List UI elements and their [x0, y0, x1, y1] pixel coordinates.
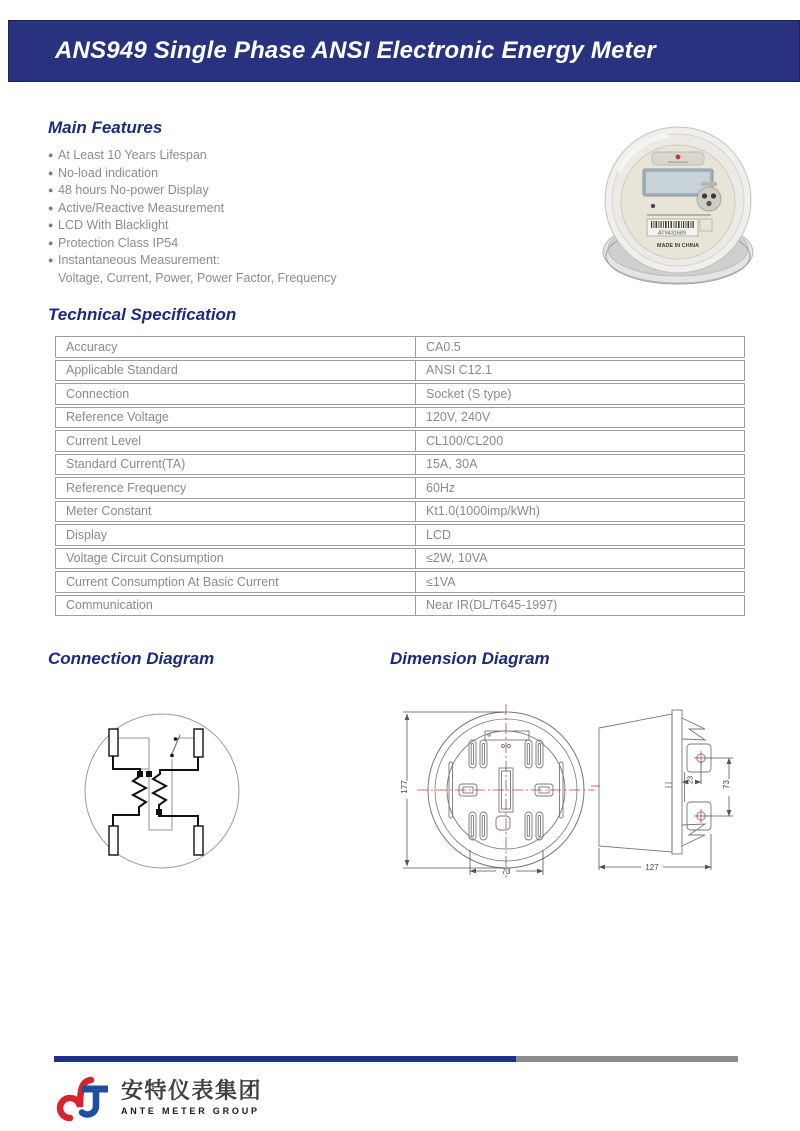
dim-label-tab-spacing: 73	[722, 780, 731, 789]
spec-row	[55, 524, 745, 546]
side-view	[591, 710, 733, 872]
spec-value: Socket (S type)	[426, 386, 512, 401]
barcode-number: AT9431689	[657, 230, 687, 237]
dim-label-depth: 127	[645, 863, 659, 872]
main-features-heading: Main Features	[48, 118, 163, 137]
spec-row	[55, 571, 745, 593]
spec-row	[55, 501, 745, 523]
spec-value: Near IR(DL/T645-1997)	[426, 598, 558, 613]
connection-diagram	[83, 712, 241, 870]
current-coils	[113, 756, 198, 826]
spec-parameter: Reference Frequency	[56, 478, 416, 498]
spec-table	[55, 336, 745, 618]
bullet-icon: ●	[48, 185, 54, 195]
spec-parameter: Applicable Standard	[56, 361, 416, 381]
meter-led	[651, 204, 655, 208]
dim-label-tab-offset: 23	[685, 775, 695, 785]
spec-parameter: Accuracy	[56, 337, 416, 357]
header-banner	[8, 20, 800, 82]
bullet-icon: ●	[48, 237, 54, 248]
switch-icon	[170, 735, 180, 757]
spec-value: ≤1VA	[426, 574, 456, 589]
spec-parameter: Current Level	[56, 431, 416, 451]
diagram-circle	[85, 714, 239, 868]
spec-value: CL100/CL200	[426, 433, 504, 448]
feature-item	[48, 165, 468, 183]
meter-brand-mark	[676, 155, 681, 160]
company-name-cn: 安特仪表集团	[121, 1078, 263, 1103]
logo-text	[121, 1074, 262, 1116]
dim-label-height: 177	[400, 780, 409, 794]
bullet-icon: ●	[48, 255, 54, 265]
origin-text: MADE IN CHINA	[656, 243, 700, 249]
spec-value: ≤2W, 10VA	[426, 551, 488, 566]
spec-parameter: Meter Constant	[56, 502, 416, 522]
spec-value: ANSI C12.1	[426, 363, 493, 378]
spec-row	[55, 454, 745, 476]
tech-spec-heading: Technical Specification	[48, 305, 237, 324]
ante-logo-icon	[55, 1074, 113, 1124]
dimension-diagram-heading: Dimension Diagram	[390, 649, 550, 668]
page-title: ANS949 Single Phase ANSI Electronic Energy Meter	[55, 37, 656, 64]
feature-text: No-load indication	[58, 165, 159, 180]
feature-text: 48 hours No-power Display	[58, 183, 209, 197]
connection-diagram-heading: Connection Diagram	[48, 649, 215, 668]
spec-value: LCD	[426, 527, 452, 542]
spec-parameter: Standard Current(TA)	[56, 455, 416, 475]
footer-divider-gray	[516, 1056, 738, 1062]
bullet-icon: ●	[48, 150, 54, 160]
dimension-diagram	[393, 698, 758, 888]
spec-row	[55, 360, 745, 382]
feature-text: At Least 10 Years Lifespan	[58, 148, 207, 162]
feature-continuation: Voltage, Current, Power, Power Factor, Frequency	[58, 270, 337, 285]
front-view	[400, 704, 595, 878]
feature-item	[48, 182, 468, 200]
spec-parameter: Connection	[56, 384, 416, 404]
spec-row	[55, 548, 745, 570]
spec-row	[55, 407, 745, 429]
spec-parameter: Reference Voltage	[56, 408, 416, 428]
feature-item	[48, 147, 468, 165]
company-name-en: ANTE METER GROUP	[121, 1106, 260, 1116]
spec-value: 60Hz	[426, 480, 456, 495]
spec-parameter: Display	[56, 525, 416, 545]
spec-parameter: Communication	[56, 596, 416, 616]
dim-label-bottom-width: 73	[501, 867, 511, 876]
feature-item	[48, 252, 468, 270]
spec-parameter: Voltage Circuit Consumption	[56, 549, 416, 569]
bullet-icon: ●	[48, 202, 54, 213]
feature-item	[48, 200, 468, 218]
meter-optical-port	[697, 187, 721, 211]
centerlines	[417, 704, 595, 878]
spec-row	[55, 477, 745, 499]
feature-item	[48, 235, 468, 253]
spec-row	[55, 383, 745, 405]
feature-text: LCD With Blacklight	[58, 218, 169, 232]
spec-row	[55, 336, 745, 358]
feature-item	[48, 217, 468, 235]
spec-row	[55, 430, 745, 452]
spec-value: CA0.5	[426, 339, 461, 354]
feature-text: Active/Reactive Measurement	[58, 200, 225, 215]
feature-text: Instantaneous Measurement:	[58, 253, 220, 267]
main-features-list	[48, 147, 468, 287]
footer-divider	[54, 1056, 738, 1062]
company-logo	[55, 1074, 262, 1124]
spec-parameter: Current Consumption At Basic Current	[56, 572, 416, 592]
spec-value: 15A, 30A	[426, 457, 478, 472]
spec-value: Kt1.0(1000imp/kWh)	[426, 504, 540, 519]
product-photo-meter	[597, 122, 759, 288]
feature-text: Protection Class IP54	[58, 235, 179, 250]
bullet-icon: ●	[48, 167, 54, 178]
spec-row	[55, 595, 745, 617]
bullet-icon: ●	[48, 220, 54, 230]
spec-value: 120V, 240V	[426, 410, 491, 425]
footer-divider-blue	[54, 1056, 516, 1062]
red-center-marks	[591, 751, 708, 823]
